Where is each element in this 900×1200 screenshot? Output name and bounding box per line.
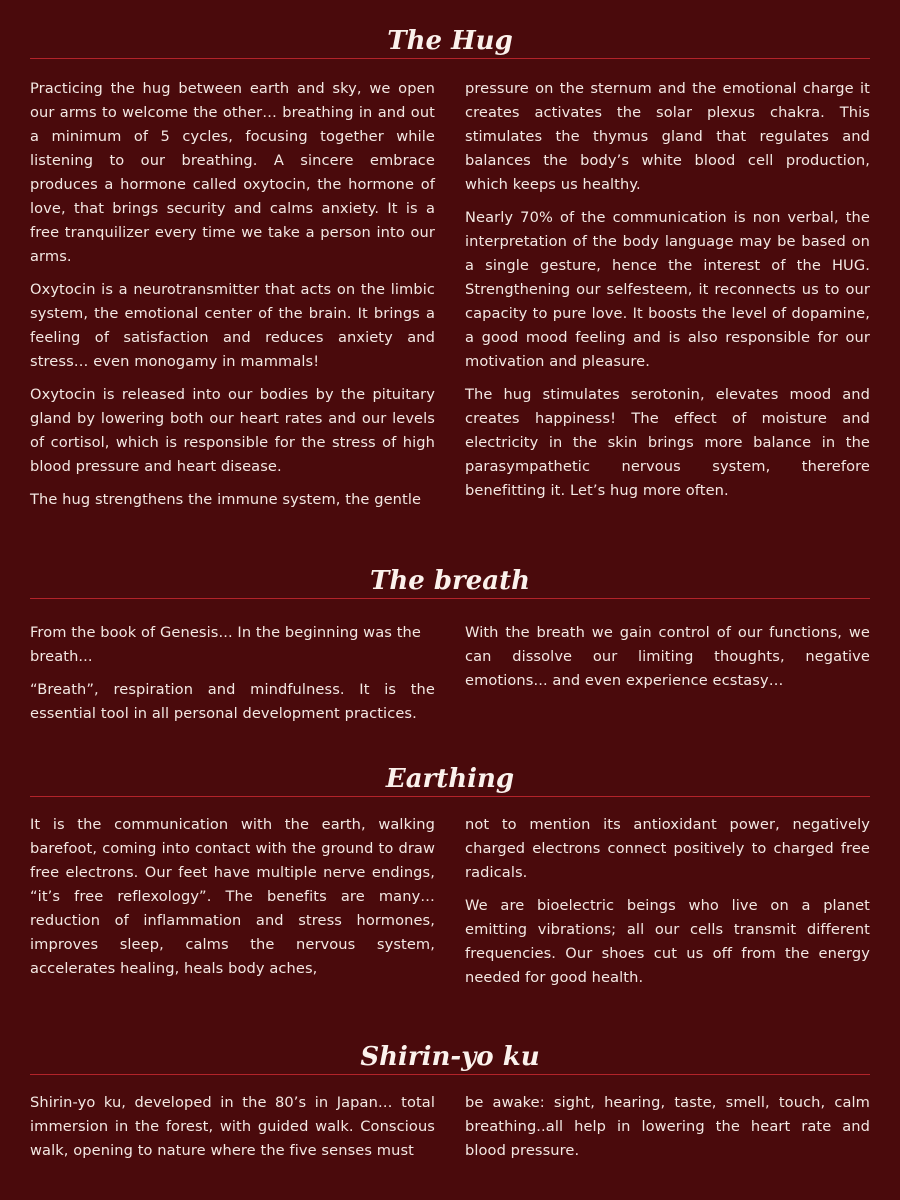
paragraph: Nearly 70% of the communication is non verbal, the interpretation of the body language may be based on a single gesture, hence the interest of the HUG. Strengthening our selfesteem, it reconnects us to our capacity to pure love. It boosts the level of dopamine, a good mood feeling and is also responsible for our motivation and pleasure. [465,209,870,370]
section-earthing [30,764,870,999]
section-title-hug: The Hug [387,26,513,56]
section-shirin-yo-ku [30,1042,870,1172]
section-title-earthing: Earthing [385,764,515,794]
paragraph: From the book of Genesis... In the beginning was the breath... [30,624,421,665]
section-columns [30,1091,870,1172]
section-divider [30,598,870,599]
paragraph: Oxytocin is released into our bodies by the pituitary gland by lowering both our heart rates and our levels of cortisol, which is responsible for the stress of high blood pressure and heart disease. [30,386,435,475]
paragraph: not to mention its antioxidant power, negatively charged electrons connect positively to charged free radicals. [465,816,870,881]
paragraph: We are bioelectric beings who live on a planet emitting vibrations; all our cells transmit different frequencies. Our shoes cut us off from the energy needed for good health. [465,897,870,986]
left-column [30,621,435,735]
section-breath [30,566,870,735]
section-title-shirin-yo-ku: Shirin-yo ku [360,1042,540,1072]
right-column [465,621,870,735]
right-column [465,813,870,999]
paragraph: Practicing the hug between earth and sky, we open our arms to welcome the other… breathing in and out a minimum of 5 cycles, focusing together while listening to our breathing. A sincere embrace produces a hormone called oxytocin, the hormone of love, that brings security and calms anxiety. It is a free tranquilizer every time we take a person into our arms. [30,80,435,265]
section-columns [30,621,870,735]
right-column [465,77,870,521]
paragraph: Oxytocin is a neurotransmitter that acts on the limbic system, the emotional center of the brain. It brings a feeling of satisfaction and reduces anxiety and stress… even monogamy in mammals! [30,281,435,370]
paragraph: It is the communication with the earth, walking barefoot, coming into contact with the ground to draw free electrons. Our feet have multiple nerve endings, “it’s free reflexology”. The benefits are many… reduction of inflammation and stress hormones, improves sleep, calms the nervous system, accelerates healing, heals body aches, [30,816,435,977]
paragraph: be awake: sight, hearing, taste, smell, touch, calm breathing..all help in lowering the heart rate and blood pressure. [465,1094,870,1159]
right-column [465,1091,870,1172]
paragraph: pressure on the sternum and the emotional charge it creates activates the solar plexus chakra. This stimulates the thymus gland that regulates and balances the body’s white blood cell production, which keeps us healthy. [465,80,870,193]
left-column [30,1091,435,1172]
paragraph: The hug stimulates serotonin, elevates mood and creates happiness! The effect of moisture and electricity in the skin brings more balance in the parasympathetic nervous system, therefore benefitting it. Let’s hug more often. [465,386,870,499]
section-divider [30,58,870,59]
paragraph: Shirin-yo ku, developed in the 80’s in Japan… total immersion in the forest, with guided walk. Conscious walk, opening to nature where the five senses must [30,1094,435,1159]
paragraph: “Breath”, respiration and mindfulness. It is the essential tool in all personal development practices. [30,681,435,722]
section-columns [30,77,870,521]
paragraph: With the breath we gain control of our functions, we can dissolve our limiting thoughts, negative emotions... and even experience ecstasy… [465,624,870,689]
section-hug [30,26,870,521]
paragraph: The hug strengthens the immune system, the gentle [30,491,422,508]
section-divider [30,796,870,797]
section-columns [30,813,870,999]
left-column [30,77,435,521]
section-divider [30,1074,870,1075]
section-title-breath: The breath [369,566,531,596]
left-column [30,813,435,999]
